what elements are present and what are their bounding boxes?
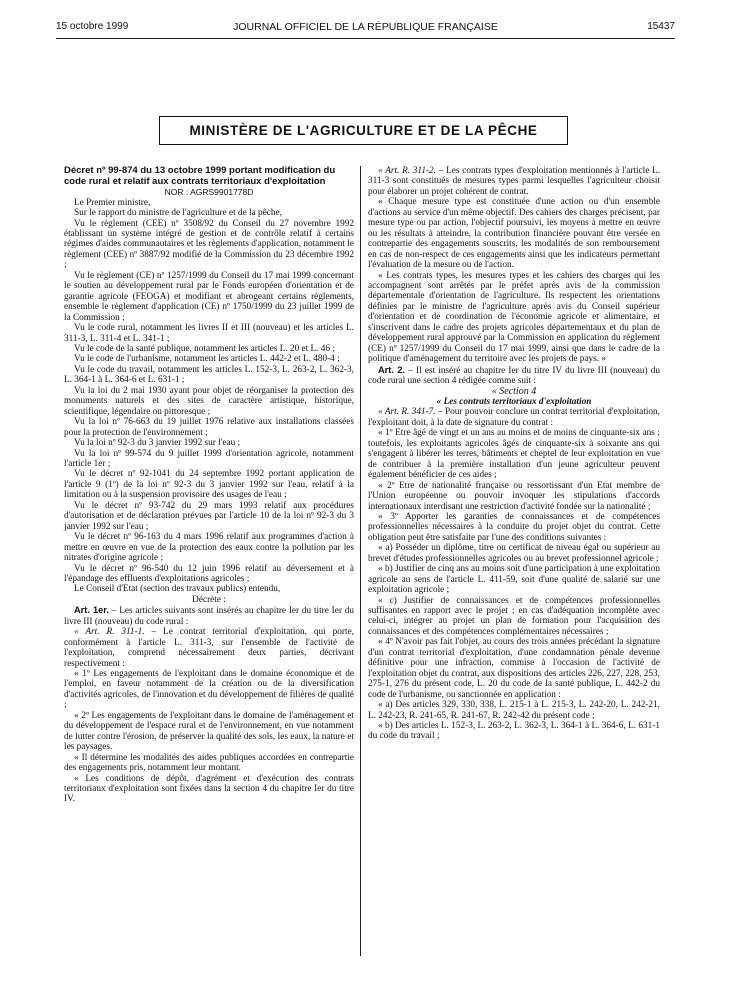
article-paragraph: « Les conditions de dépôt, d'agrément et d'exécution des contrats territoriaux d'exploitation sont fixées dans la section 4 du chapitre Ier du titre IV. bbox=[64, 773, 354, 805]
article-r341-7-label: « Art. R. 341-7. bbox=[378, 407, 436, 418]
header-date: 15 octobre 1999 bbox=[56, 21, 129, 32]
page-number: 15437 bbox=[647, 21, 675, 32]
article-paragraph: « 1º Les engagements de l'exploitant dans le domaine économique et de l'emploi, en faveur notamment de la création ou de la diversification d'activités agricoles, de l'innovation et du développement de filières de qualité ; bbox=[64, 669, 354, 711]
visa-paragraph: Le Premier ministre, bbox=[74, 197, 151, 208]
article-paragraph: « b) Des articles L. 152-3, L. 263-2, L. 362-3, L. 364-1 à L. 364-6, L. 631-1 du code du travail ; bbox=[368, 721, 660, 742]
decrete-label: Décrète : bbox=[192, 594, 226, 605]
article-paragraph: « b) Justifier de cinq ans au moins soit d'une participation à une exploitation agricole au sens de l'article L. 411-59, soit d'une qualité de salarié sur une exploitation agricole ; bbox=[368, 564, 660, 596]
visa-list bbox=[64, 198, 354, 595]
visa-paragraph: Vu le code de l'urbanisme, notamment les articles L. 442-2 et L. 480-4 ; bbox=[74, 354, 340, 365]
right-column bbox=[368, 166, 660, 742]
article-2 bbox=[368, 365, 660, 387]
visa-paragraph: Sur le rapport du ministre de l'agriculture et de la pêche, bbox=[74, 208, 282, 219]
article-paragraph: « Chaque mesure type est constituée d'une action ou d'un ensemble d'actions au service d'un même objectif. Des cahiers des charges précisent, par mesure type ou par action, l'objectif poursuivi, les moyens à mettre en œuvre ou les résultats à atteindre, la contribution financière pouvant être versée en contrepartie des engagements souscrits, les modalités de son remboursement en cas de non-respect de ces engagements ainsi que les indicateurs permettant l'évaluation de la mesure ou de l'action. bbox=[368, 197, 660, 271]
visa-paragraph: Vu la loi nº 76-663 du 19 juillet 1976 relative aux installations classées pour la protection de l'environnement ; bbox=[64, 417, 354, 438]
visa-paragraph: Vu le décret nº 96-163 du 4 mars 1996 relatif aux programmes d'action à mettre en œuvre en vue de la protection des eaux contre la pollution par les nitrates d'origine agricole ; bbox=[64, 532, 354, 564]
visa-paragraph: Vu le décret nº 92-1041 du 24 septembre 1992 portant application de l'article 9 (1º) de la loi nº 92-3 du 3 janvier 1992 sur l'eau, relatif à la limitation ou à la suspension provisoire des usages de l'eau ; bbox=[64, 469, 354, 501]
right-paras-2 bbox=[368, 428, 660, 742]
visa-paragraph: Vu le code de la santé publique, notamment les articles L. 20 et L. 46 ; bbox=[74, 343, 335, 354]
article-2-label: Art. 2. bbox=[378, 364, 406, 375]
article-paragraph: « Il détermine les modalités des aides publiques accordées en contrepartie des engagements pris, notamment leur montant. bbox=[64, 752, 354, 774]
visa-paragraph: Vu le décret nº 93-742 du 29 mars 1993 relatif aux procédures d'autorisation et de déclaration prévues par l'article 10 de la loi nº 92-3 du 3 janvier 1992 sur l'eau ; bbox=[64, 500, 354, 532]
article-paragraph: « Les contrats types, les mesures types et les cahiers des charges qui les accompagnent sont arrêtés par le préfet après avis de la commission départementale d'orientation de l'agriculture. Ils respectent les orientations définies par le ministre de l'agriculture après avis du Conseil supérieur d'orientation et de coordination de l'économie agricole et alimentaire, et s'inscrivent dans le cadre des projets agricoles départementaux et du plan de développement rural approuvé par la Commission en application du règlement (CE) nº 1257/1999 du Conseil du 17 mai 1999, ainsi que dans le cadre de la politique d'aménagement du territoire avec les projets de pays. » bbox=[368, 270, 660, 365]
article-paragraph: « a) Des articles 329, 330, 338, L. 215-1 à L. 215-3, L. 242-20, L. 242-21, L. 242-23, R. 241-65, R. 241-67, R. 242-42 du présent code ; bbox=[368, 700, 660, 721]
journal-title: JOURNAL OFFICIEL DE LA RÉPUBLIQUE FRANÇAISE bbox=[233, 21, 498, 33]
article-paragraph: « c) Justifier de connaissances et de compétences professionnelles suffisantes en rapport avec le projet ; en cas d'adéquation incomplète avec celui-ci, intégrer au projet un plan de formation pour l'acquisition des connaissances et des compétences complémentaires nécessaires ; bbox=[368, 595, 660, 637]
ministry-banner: MINISTÈRE DE L'AGRICULTURE ET DE LA PÊCHE bbox=[159, 116, 568, 145]
section-title: « Section 4 bbox=[491, 385, 537, 397]
visa-paragraph: Vu le règlement (CE) nº 1257/1999 du Conseil du 17 mai 1999 concernant le soutien au développement rural par le Fonds européen d'orientation et de garantie agricole (FEOGA) et modifiant et abrogeant certains règlements, ensemble le règlement d'application (CE) nº 1750/1999 du 23 juillet 1999 de la Commission ; bbox=[64, 270, 354, 323]
article-r341-7-text: – Pour pouvoir conclure un contrat territorial d'exploitation, l'exploitant doit, à la date de signature du contrat : bbox=[368, 407, 660, 428]
article-1 bbox=[64, 605, 354, 627]
nor-reference: NOR : AGRS9901778D bbox=[164, 187, 254, 198]
left-column bbox=[64, 166, 354, 805]
article-r311-2 bbox=[368, 166, 660, 197]
visa-paragraph: Vu le décret nº 96-540 du 12 juin 1996 relatif au déversement et à l'épandage des effluents d'exploitations agricoles ; bbox=[64, 563, 354, 584]
visa-paragraph: Vu le code du travail, notamment les articles L. 152-3, L. 263-2, L. 362-3, L. 364-1 à L. 364-6 et L. 631-1 ; bbox=[64, 364, 354, 386]
article-r311-2-text: – Les contrats types d'exploitation mentionnés à l'article L. 311-3 sont constitués de mesures types parmi lesquelles l'agriculteur choisit pour élaborer un projet cohérent de contrat. bbox=[368, 166, 661, 197]
article-r311-1 bbox=[64, 627, 354, 669]
column-separator bbox=[360, 166, 361, 956]
left-items bbox=[64, 669, 354, 805]
visa-paragraph: Vu la loi du 2 mai 1930 ayant pour objet de réorganiser la protection des monuments naturels et des sites de caractère artistique, historique, scientifique, légendaire ou pittoresque ; bbox=[64, 385, 354, 417]
article-1-text: – Les articles suivants sont insérés au chapitre Ier du titre Ier du livre III (nouveau) du code rural : bbox=[64, 606, 355, 627]
article-r311-1-label: « Art. R. 311-1. bbox=[74, 627, 145, 638]
article-paragraph: « 2º Etre de nationalité française ou ressortissant d'un Etat membre de l'Union européenne ou pouvoir invoquer les stipulations d'accords internationaux interdisant une restriction d'activité fondée sur la nationalité ; bbox=[368, 480, 660, 512]
header-rule bbox=[56, 38, 675, 39]
article-paragraph: « 4º N'avoir pas fait l'objet, au cours des trois années précédant la signature d'un contrat territorial d'exploitation, d'une condamnation pénale devenue définitive pour une infraction, commise à l'occasion de l'activité de l'exploitation objet du contrat, aux dispositions des articles 226, 227, 228, 253, 275-1, 276 du présent code, L. 20 du code de la santé publique, L. 442-2 du code de l'urbanisme, ou sanctionnée en application : bbox=[368, 637, 660, 700]
article-paragraph: « 2º Les engagements de l'exploitant dans le domaine de l'aménagement et du développement de l'espace rural et de l'environnement, en vue notamment de lutter contre l'érosion, de préserver la qualité des sols, les eaux, la nature et les paysages. bbox=[64, 710, 354, 753]
article-r311-2-label: « Art. R. 311-2. bbox=[378, 166, 436, 176]
visa-paragraph: Vu le règlement (CEE) nº 3508/92 du Conseil du 27 novembre 1992 établissant un système intégré de gestion et de contrôle relatif à certains régimes d'aides communautaires et les règlements d'application, notamment le règlement (CEE) nº 3887/92 modifié de la Commission du 23 décembre 1992 ; bbox=[64, 218, 354, 271]
right-paras-1 bbox=[368, 197, 660, 364]
page-header bbox=[56, 17, 675, 33]
article-r311-1-text: – Le contrat territorial d'exploitation, qui porte, conformément à l'article L. 311-3, sur l'ensemble de l'activité de l'exploitation, comprend nécessairement deux parties, décrivant respectivement : bbox=[64, 627, 354, 669]
section-subtitle: « Les contrats territoriaux d'exploitation bbox=[436, 396, 592, 407]
visa-paragraph: Vu la loi nº 99-574 du 9 juillet 1999 d'orientation agricole, notamment l'article 1er ; bbox=[64, 448, 354, 469]
article-1-label: Art. 1er. bbox=[74, 605, 109, 616]
visa-paragraph: Le Conseil d'Etat (section des travaux publics) entendu, bbox=[74, 584, 281, 595]
article-2-text: – Il est inséré au chapitre Ier du titre IV du livre III (nouveau) du code rural une section 4 rédigée comme suit : bbox=[368, 365, 660, 387]
article-r341-7 bbox=[368, 407, 660, 428]
article-paragraph: « 1º Etre âgé de vingt et un ans au moins et de moins de cinquante-six ans ; toutefois, les exploitants agricoles âgés de cinquante-six à soixante ans qui s'engagent à libérer les terres, bâtiments et cheptel de leur exploitation en vue de contribuer à la première installation d'un jeune agriculteur peuvent également bénéficier de ces aides ; bbox=[368, 428, 660, 481]
article-paragraph: « 3º Apporter les garanties de connaissances et de compétences professionnelles nécessaires à la conduite du projet objet du contrat. Cette obligation peut être satisfaite par l'une des conditions suivantes : bbox=[368, 511, 660, 543]
article-paragraph: « a) Posséder un diplôme, titre ou certificat de niveau égal ou supérieur au brevet d'études professionnelles agricoles ou au brevet professionnel agricole ; bbox=[368, 543, 660, 564]
visa-paragraph: Vu la loi nº 92-3 du 3 janvier 1992 sur l'eau ; bbox=[74, 438, 241, 449]
decree-title: Décret nº 99-874 du 13 octobre 1999 portant modification du code rural et relatif aux contrats territoriaux d'exploitation bbox=[64, 165, 336, 187]
visa-paragraph: Vu le code rural, notamment les livres II et III (nouveau) et les articles L. 311-3, L. 311-4 et L. 341-1 ; bbox=[64, 323, 354, 344]
